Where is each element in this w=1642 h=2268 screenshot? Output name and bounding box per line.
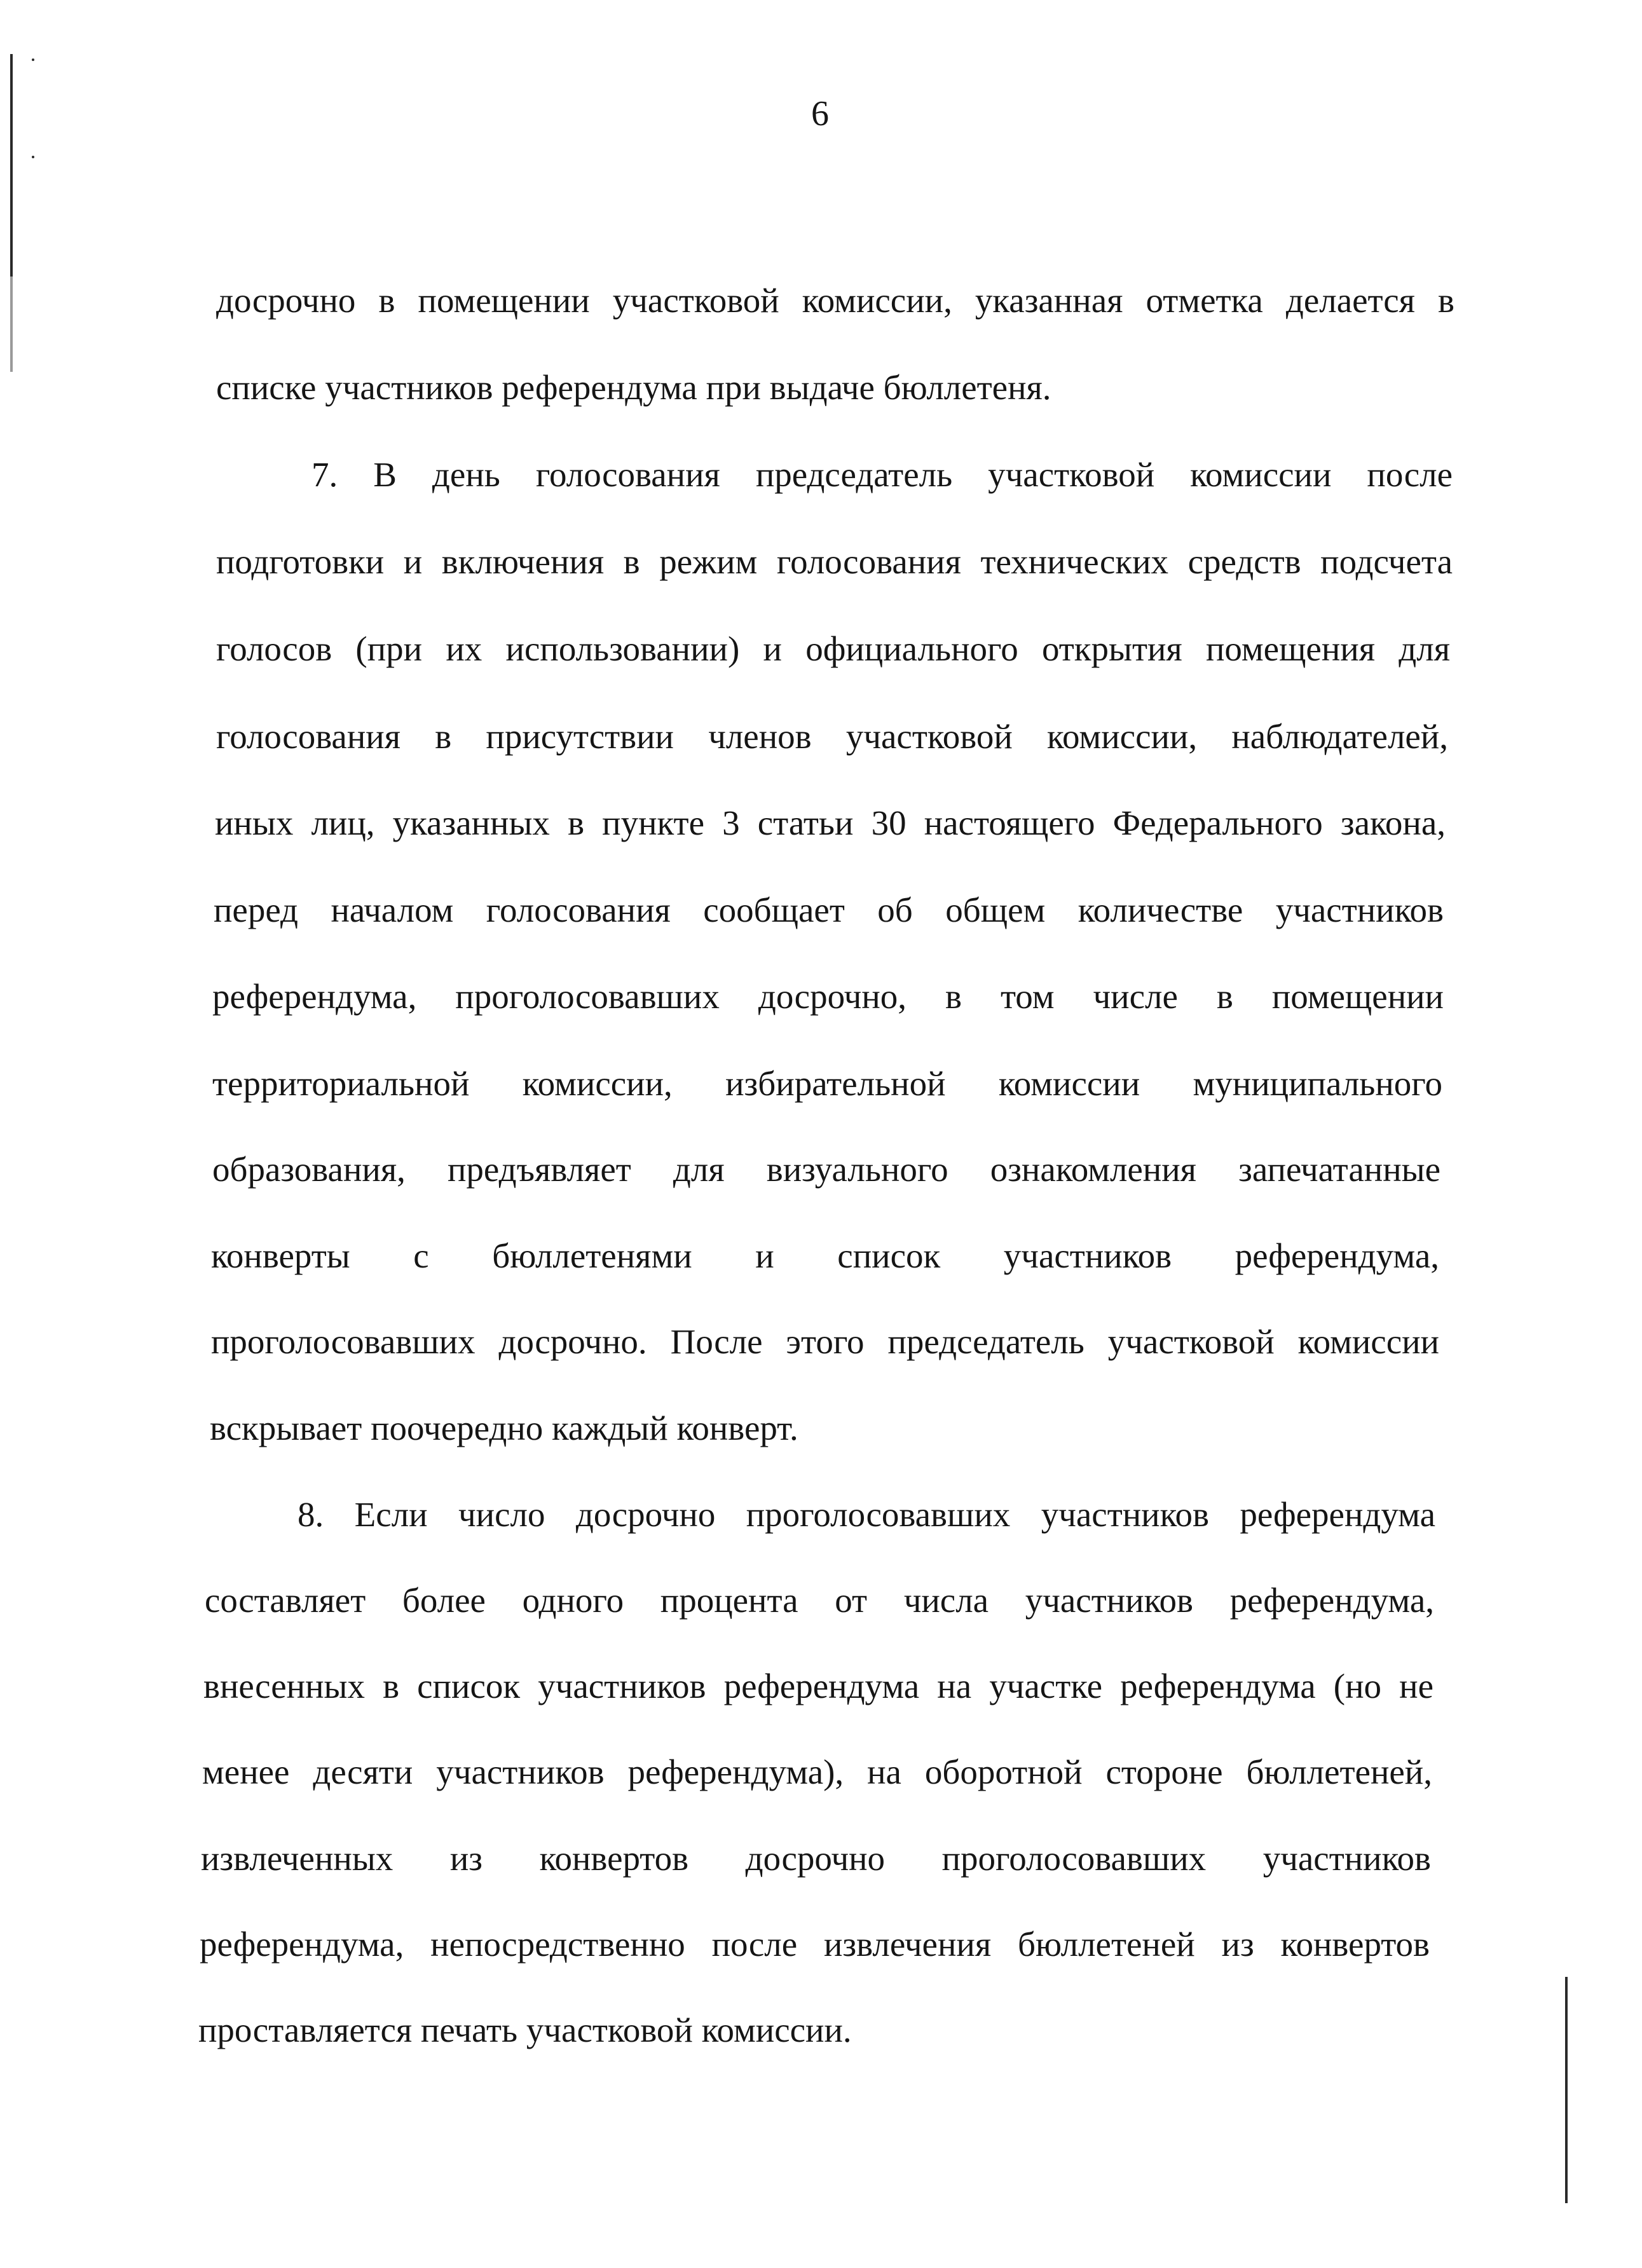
paragraph-7-first-line: 7. В день голосования председатель участковой комиссии после (311, 455, 1453, 494)
text-line: проставляется печать участковой комиссии. (198, 2011, 852, 2049)
text-line: референдума, непосредственно после извлечения бюллетеней из конвертов (200, 1925, 1430, 1964)
text-line: образования, предъявляет для визуального ознакомления запечатанные (212, 1150, 1440, 1189)
text-line: территориальной комиссии, избирательной комиссии муниципального (212, 1064, 1442, 1103)
text-line: проголосовавших досрочно. После этого председатель участковой комиссии (211, 1322, 1439, 1361)
text-line: перед началом голосования сообщает об общем количестве участников (214, 891, 1444, 929)
scan-dust-dot (32, 58, 34, 61)
text-line: конверты с бюллетенями и список участников референдума, (211, 1236, 1439, 1275)
text-line: досрочно в помещении участковой комиссии, указанная отметка делается в (216, 281, 1454, 320)
text-line: референдума, проголосовавших досрочно, в том числе в помещении (212, 977, 1444, 1016)
scan-dust-dot (32, 156, 34, 158)
text-line: составляет более одного процента от числа участников референдума, (205, 1581, 1434, 1620)
text-line: голосов (при их использовании) и официального открытия помещения для (216, 629, 1450, 668)
text-line: иных лиц, указанных в пункте 3 статьи 30 настоящего Федерального закона, (215, 803, 1446, 842)
text-line: списке участников референдума при выдаче бюллетеня. (216, 368, 1051, 407)
text-line: извлеченных из конвертов досрочно проголосовавших участников (201, 1839, 1431, 1878)
text-line: вскрывает поочередно каждый конверт. (210, 1409, 798, 1447)
scan-edge-mark-right (1565, 1977, 1568, 2203)
text-line: подготовки и включения в режим голосования технических средств подсчета (216, 542, 1453, 581)
text-line: голосования в присутствии членов участковой комиссии, наблюдателей, (216, 717, 1448, 756)
scan-edge-mark-left (10, 54, 13, 372)
text-line: менее десяти участников референдума), на оборотной стороне бюллетеней, (202, 1752, 1432, 1791)
paragraph-8-first-line: 8. Если число досрочно проголосовавших участников референдума (298, 1495, 1435, 1534)
page-number: 6 (811, 94, 829, 133)
text-line: внесенных в список участников референдума на участке референдума (но не (203, 1667, 1433, 1705)
